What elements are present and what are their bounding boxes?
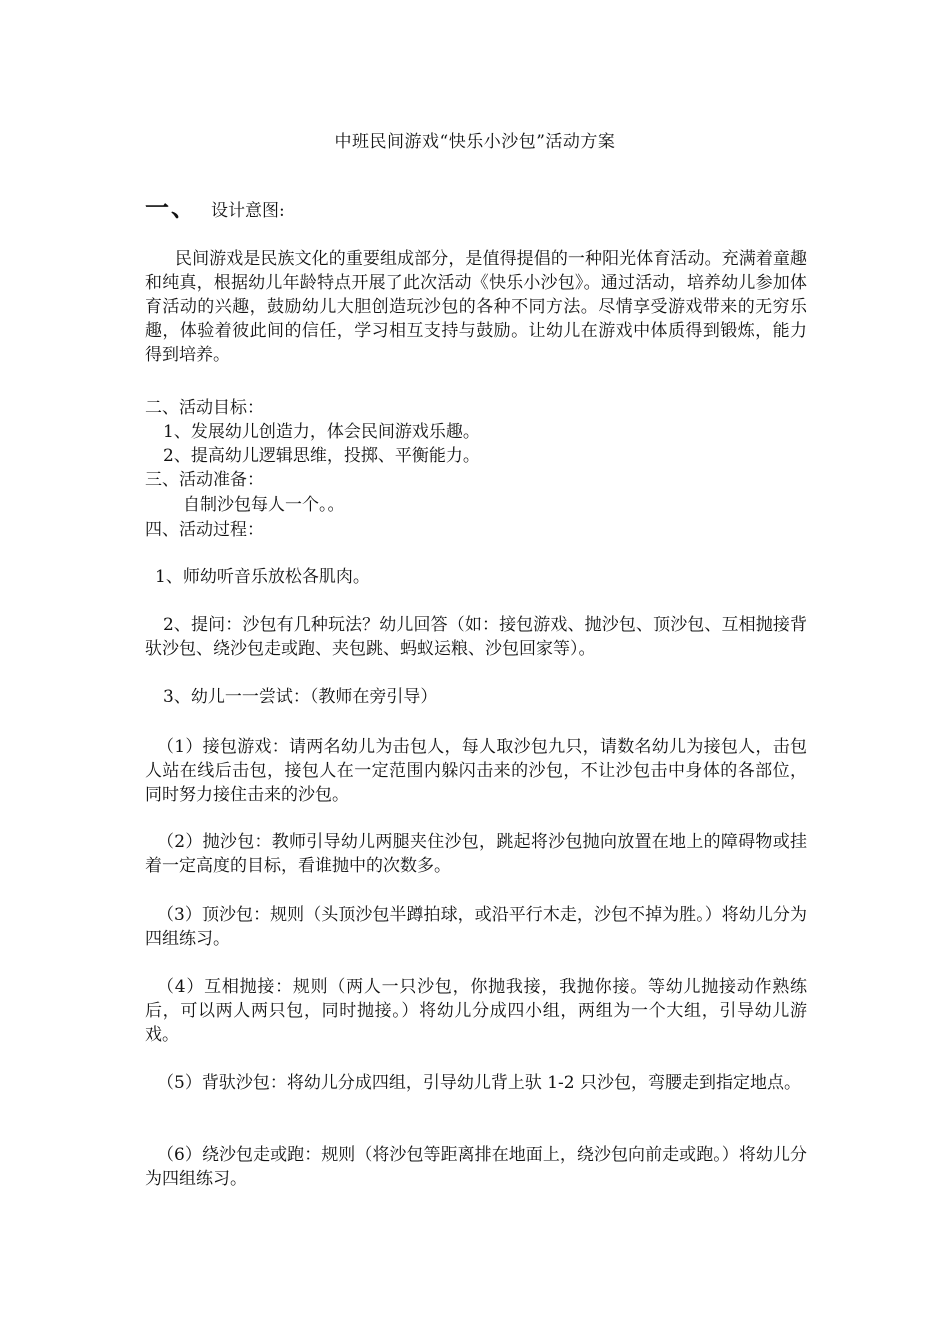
section-1-title: 设计意图: — [211, 201, 285, 221]
game-item-3: （3）顶沙包：规则（头顶沙包半蹲拍球，或沿平行木走，沙包不掉为胜。）将幼儿分为四组练习。 — [145, 905, 807, 949]
game-item-1: （1）接包游戏：请两名幼儿为击包人，每人取沙包九只，请数名幼儿为接包人，击包人站在线后击包，接包人在一定范围内躲闪击来的沙包，不让沙包击中身体的各部位，同时努力接住击来的沙包。 — [145, 737, 807, 805]
section-2-heading: 二、活动目标： — [145, 398, 264, 418]
design-intent-paragraph: 民间游戏是民族文化的重要组成部分，是值得提倡的一种阳光体育活动。充满着童趣和纯真，根据幼儿年龄特点开展了此次活动《快乐小沙包》。通过活动，培养幼儿参加体育活动的兴趣，鼓励幼儿大胆创造玩沙包的各种不同方法。尽情享受游戏带来的无穷乐趣，体验着彼此间的信任，学习相互支持与鼓励。让幼儿在游戏中体质得到锻炼，能力得到培养。 — [145, 249, 807, 365]
game-item-6: （6）绕沙包走或跑：规则（将沙包等距离排在地面上，绕沙包向前走或跑。）将幼儿分为四组练习。 — [145, 1145, 807, 1189]
section-1-number: 一、 — [145, 194, 197, 222]
game-item-2: （2）抛沙包：教师引导幼儿两腿夹住沙包，跳起将沙包抛向放置在地上的障碍物或挂着一定高度的目标，看谁抛中的次数多。 — [145, 832, 807, 876]
process-step-1: 1、师幼听音乐放松各肌肉。 — [155, 567, 370, 587]
goal-item-2: 2、提高幼儿逻辑思维，投掷、平衡能力。 — [163, 446, 480, 466]
section-4-heading: 四、活动过程： — [145, 520, 264, 540]
section-3-heading: 三、活动准备： — [145, 470, 264, 490]
process-step-3: 3、幼儿一一尝试：（教师在旁引导） — [163, 687, 438, 707]
document-title: 中班民间游戏“快乐小沙包”活动方案 — [334, 132, 616, 152]
process-step-2: 2、提问：沙包有几种玩法？幼儿回答（如：接包游戏、抛沙包、顶沙包、互相抛接背驮沙包、绕沙包走或跑、夹包跳、蚂蚁运粮、沙包回家等）。 — [145, 615, 807, 659]
goal-item-1: 1、发展幼儿创造力，体会民间游戏乐趣。 — [163, 422, 480, 442]
game-item-5: （5）背驮沙包：将幼儿分成四组，引导幼儿背上驮 1-2 只沙包，弯腰走到指定地点。 — [157, 1073, 801, 1093]
game-item-4: （4）互相抛接：规则（两人一只沙包，你抛我接，我抛你接。等幼儿抛接动作熟练后，可以两人两只包，同时抛接。）将幼儿分成四小组，两组为一个大组，引导幼儿游戏。 — [145, 977, 807, 1045]
preparation-text: 自制沙包每人一个。。 — [183, 495, 345, 515]
section-1-heading — [145, 188, 285, 223]
